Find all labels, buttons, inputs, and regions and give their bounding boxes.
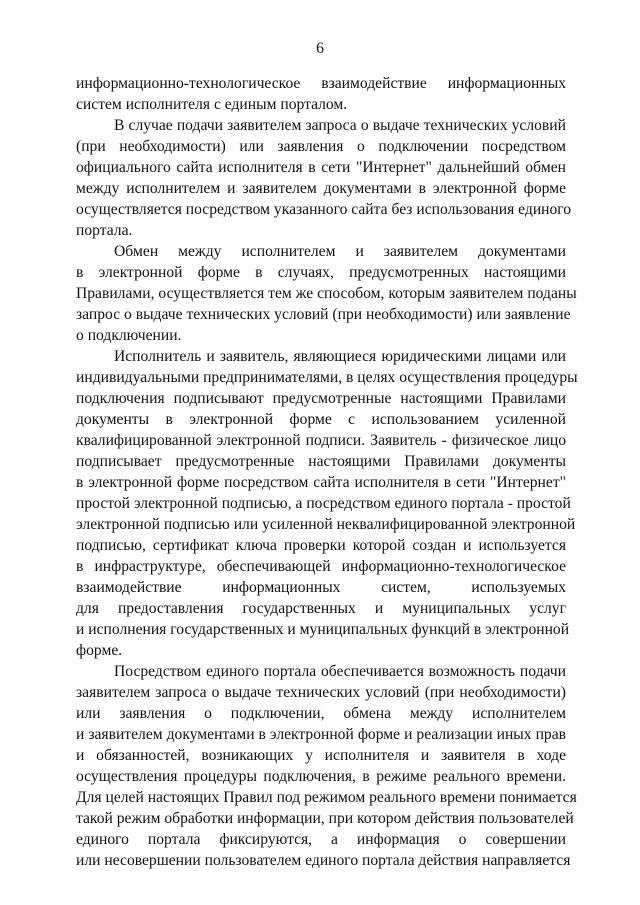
text-line: в электронной форме в случаях, предусмотренных настоящими <box>76 264 566 281</box>
text-line: запрос о выдаче технических условий (при необходимости) или заявление <box>76 306 571 323</box>
paragraph <box>76 661 577 871</box>
text-line: портала. <box>76 222 133 239</box>
text-line: В случае подачи заявителем запроса о выдаче технических условий <box>114 117 566 134</box>
text-line: Обмен между исполнителем и заявителем документами <box>114 243 566 260</box>
text-line: и исполнения государственных и муниципальных функций в электронной <box>76 621 570 638</box>
text-line: в электронной форме посредством сайта исполнителя в сети "Интернет" <box>76 474 566 491</box>
text-line: или заявления о подключении, обмена между исполнителем <box>76 705 566 722</box>
paragraph <box>76 346 578 661</box>
paragraph <box>76 115 572 241</box>
text-line: или несовершении пользователем единого портала действия направляется <box>76 852 571 869</box>
text-line: индивидуальными предпринимателями, в целях осуществления процедуры <box>76 369 578 386</box>
text-line: между исполнителем и заявителем документами в электронной форме <box>76 180 566 197</box>
text-line: официального сайта исполнителя в сети "Интернет" дальнейший обмен <box>76 159 566 176</box>
text-line: подписью, сертификат ключа проверки которой создан и используется <box>76 537 566 554</box>
text-line: Правилами, осуществляется тем же способом, которым заявителем поданы <box>76 285 577 302</box>
text-line: взаимодействие информационных систем, используемых <box>76 579 566 596</box>
text-line: квалифицированной электронной подписи. Заявитель - физическое лицо <box>76 432 566 449</box>
text-line: заявителем запроса о выдаче технических условий (при необходимости) <box>76 684 566 701</box>
text-line: единого портала фиксируются, а информация о совершении <box>76 831 566 848</box>
text-line: осуществляется посредством указанного сайта без использования единого <box>76 201 572 218</box>
text-line: систем исполнителя с единым порталом. <box>76 96 348 113</box>
document-body <box>76 73 578 871</box>
text-line: для предоставления государственных и муниципальных услуг <box>76 600 566 617</box>
paragraph <box>76 241 577 346</box>
page-number: 6 <box>316 40 324 57</box>
text-line: информационно-технологическое взаимодействие информационных <box>76 75 566 92</box>
text-line: в инфраструктуре, обеспечивающей информационно-технологическое <box>76 558 566 575</box>
paragraph <box>76 73 566 115</box>
text-line: форме. <box>76 642 123 659</box>
text-line: осуществления процедуры подключения, в режиме реального времени. <box>76 768 566 785</box>
text-line: подписывает предусмотренные настоящими Правилами документы <box>76 453 566 470</box>
text-line: документы в электронной форме с использованием усиленной <box>76 411 566 428</box>
text-line: такой режим обработки информации, при котором действия пользователей <box>76 810 574 827</box>
text-line: простой электронной подписью, а посредством единого портала - простой <box>76 495 571 512</box>
text-line: подключения подписывают предусмотренные настоящими Правилами <box>76 390 566 407</box>
text-line: Посредством единого портала обеспечивается возможность подачи <box>114 663 566 680</box>
text-line: о подключении. <box>76 327 182 344</box>
text-line: Для целей настоящих Правил под режимом реального времени понимается <box>76 789 577 806</box>
text-line: и заявителем документами в электронной форме и реализации иных прав <box>76 726 566 743</box>
text-line: и обязанностей, возникающих у исполнителя и заявителя в ходе <box>76 747 566 764</box>
text-line: Исполнитель и заявитель, являющиеся юридическими лицами или <box>114 348 566 365</box>
text-line: электронной подписью или усиленной неквалифицированной электронной <box>76 516 576 533</box>
text-line: (при необходимости) или заявления о подключении посредством <box>76 138 566 155</box>
